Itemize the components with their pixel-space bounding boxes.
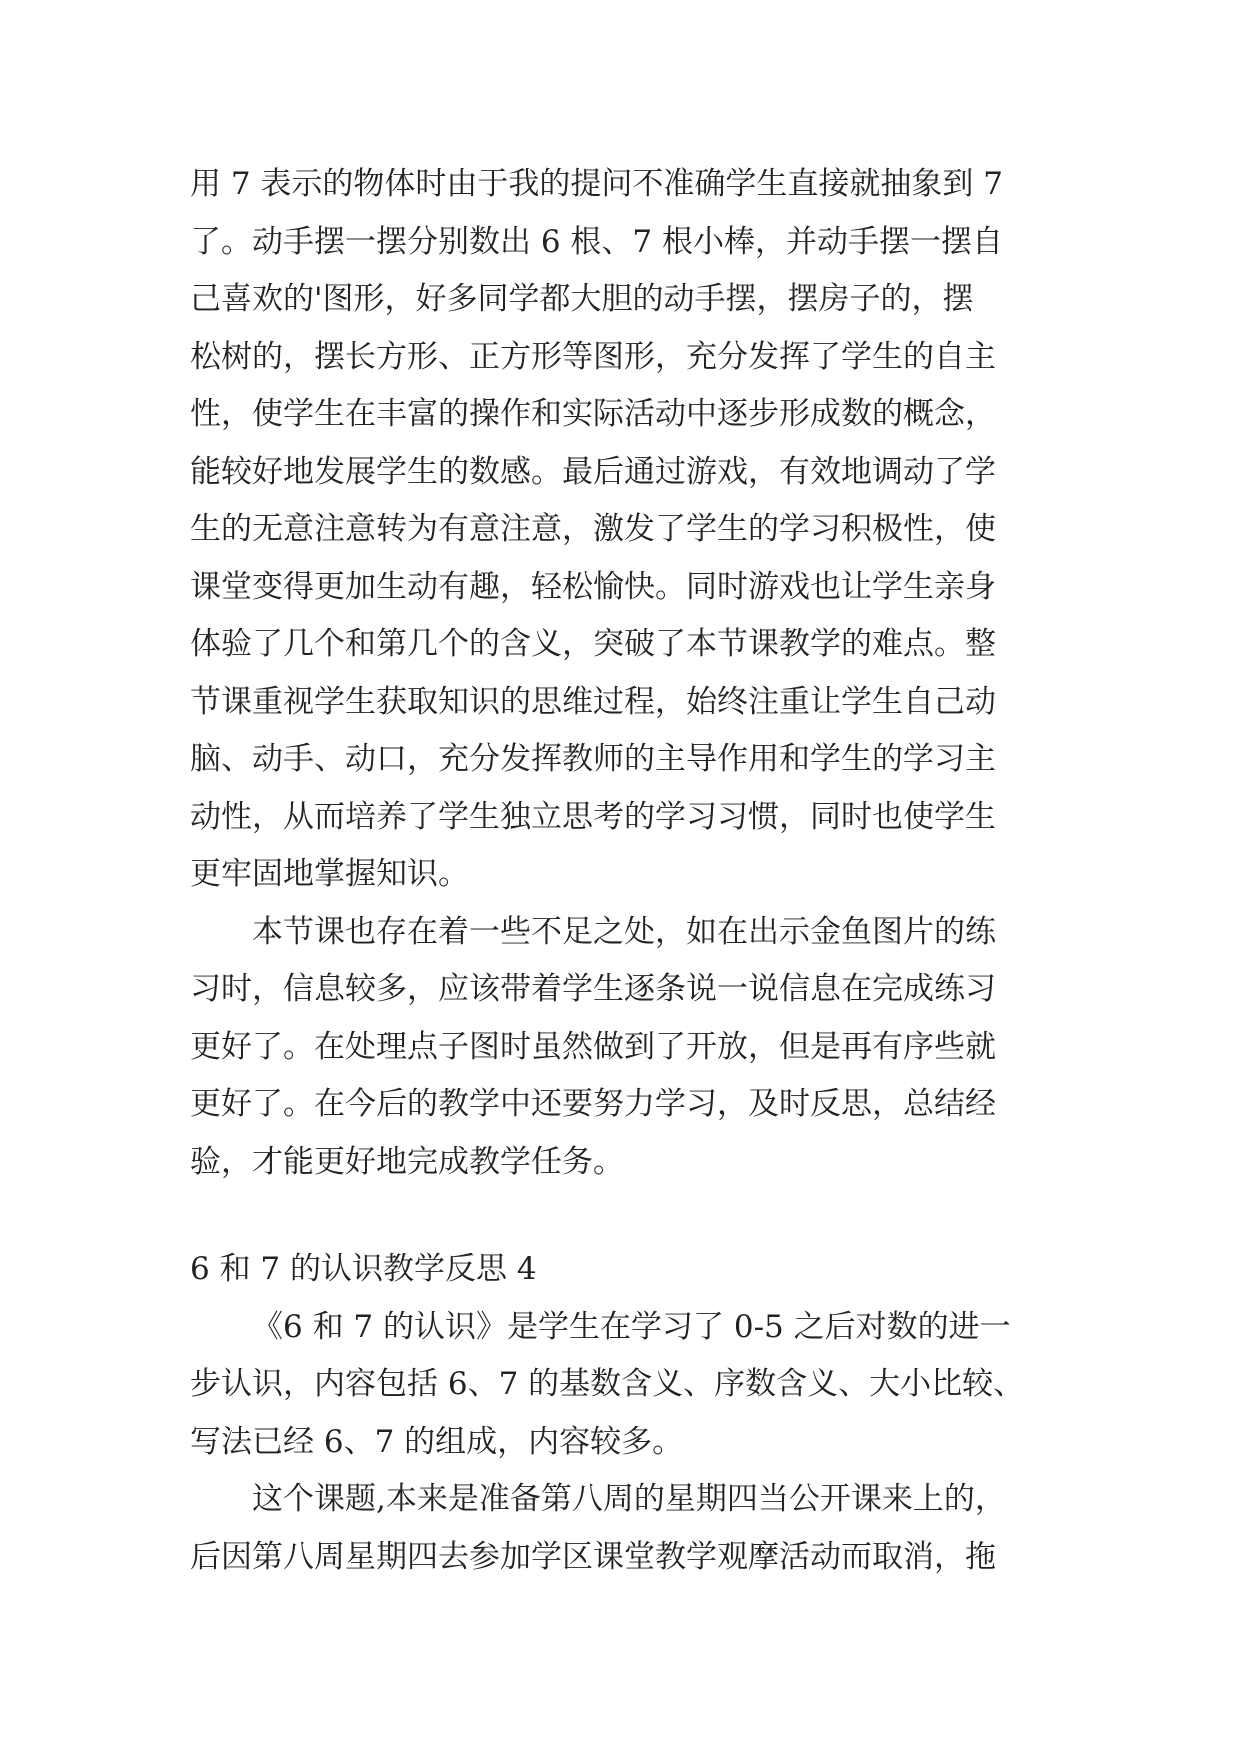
paragraph-line: 后因第八周星期四去参加学区课堂教学观摩活动而取消，拖 — [190, 1538, 996, 1575]
section-heading: 6 和 7 的认识教学反思 4 — [190, 1251, 537, 1287]
paragraph-line: 课堂变得更加生动有趣，轻松愉快。同时游戏也让学生亲身 — [190, 568, 996, 605]
paragraph-line: 《6 和 7 的认识》是学生在学习了 0-5 之后对数的进一 — [252, 1308, 1011, 1345]
paragraph-line: 节课重视学生获取知识的思维过程，始终注重让学生自己动 — [190, 683, 996, 720]
paragraph-line: 步认识，内容包括 6、7 的基数含义、序数含义、大小比较、 — [190, 1366, 1025, 1402]
paragraph-line: 更好了。在今后的教学中还要努力学习，及时反思，总结经 — [190, 1086, 996, 1122]
paragraph-line: 用 7 表示的物体时由于我的提问不准确学生直接就抽象到 7 — [190, 166, 1004, 202]
paragraph-line: 本节课也存在着一些不足之处，如在出示金鱼图片的练 — [252, 913, 996, 950]
paragraph-line: 动性，从而培养了学生独立思考的学习习惯，同时也使学生 — [190, 798, 996, 835]
paragraph-line: 体验了几个和第几个的含义，突破了本节课教学的难点。整 — [190, 626, 996, 662]
document-body-continued — [190, 1241, 1070, 1586]
paragraph-line: 验，才能更好地完成教学任务。 — [190, 1143, 624, 1180]
paragraph-line: 己喜欢的'图形，好多同学都大胆的动手摆，摆房子的，摆 — [190, 281, 974, 317]
paragraph-line: 写法已经 6、7 的组成，内容较多。 — [190, 1423, 684, 1460]
document-body — [190, 156, 1070, 1191]
paragraph-line: 能较好地发展学生的数感。最后通过游戏，有效地调动了学 — [190, 453, 996, 490]
paragraph-line: 了。动手摆一摆分别数出 6 根、7 根小棒，并动手摆一摆自 — [190, 223, 1004, 260]
paragraph-line: 更好了。在处理点子图时虽然做到了开放，但是再有序些就 — [190, 1028, 996, 1065]
paragraph-line: 脑、动手、动口，充分发挥教师的主导作用和学生的学习主 — [190, 741, 996, 777]
paragraph-line: 生的无意注意转为有意注意，激发了学生的学习积极性，使 — [190, 511, 996, 547]
paragraph-line: 性，使学生在丰富的操作和实际活动中逐步形成数的概念， — [190, 396, 996, 432]
paragraph-line: 这个课题,本来是准备第八周的星期四当公开课来上的， — [252, 1481, 1006, 1517]
paragraph-line: 更牢固地掌握知识。 — [190, 856, 469, 892]
paragraph-line: 习时，信息较多，应该带着学生逐条说一说信息在完成练习 — [190, 971, 996, 1007]
paragraph-line: 松树的，摆长方形、正方形等图形，充分发挥了学生的自主 — [190, 338, 996, 375]
